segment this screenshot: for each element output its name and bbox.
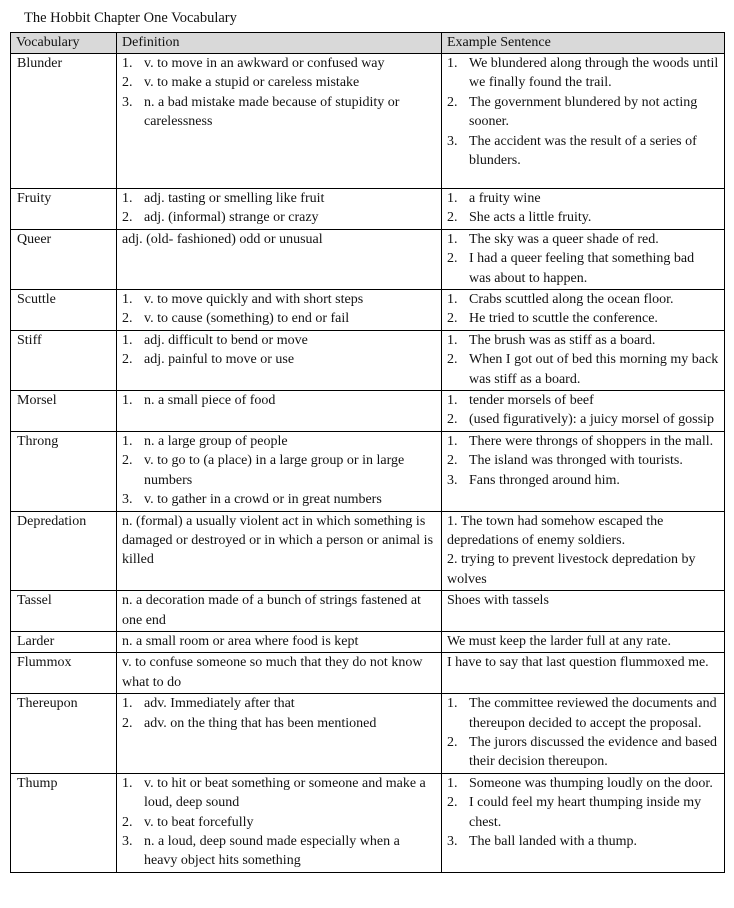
header-definition: Definition — [117, 33, 442, 54]
example-item: 1. Crabs scuttled along the ocean floor. — [447, 292, 674, 308]
vocab-word: Tassel — [11, 591, 117, 632]
definition-cell — [117, 290, 442, 331]
example-item: 2. She acts a little fruity. — [447, 210, 592, 226]
example-cell: I have to say that last question flummoxed me. — [442, 653, 725, 694]
definition-cell — [117, 431, 442, 511]
table-header-row — [11, 33, 725, 54]
table-row — [11, 54, 725, 189]
example-item: 3. Fans thronged around him. — [447, 472, 620, 488]
example-item: 1. a fruity wine — [447, 191, 541, 206]
definition-cell: n. (formal) a usually violent act in which something is damaged or destroyed or in which a person or animal is killed — [117, 511, 442, 591]
table-row — [11, 330, 725, 390]
table-row — [11, 694, 725, 774]
definition-cell — [117, 189, 442, 230]
table-row — [11, 431, 725, 511]
vocab-word: Thereupon — [11, 694, 117, 774]
example-cell — [442, 229, 725, 289]
example-item: 2. The island was thronged with tourists. — [447, 453, 683, 469]
example-item: 2. (used figuratively): a juicy morsel of gossip — [447, 412, 714, 428]
vocab-word: Stiff — [11, 330, 117, 390]
example-cell: Shoes with tassels — [442, 591, 725, 632]
example-cell — [442, 54, 725, 189]
table-row — [11, 511, 725, 591]
definition-cell: n. a decoration made of a bunch of strings fastened at one end — [117, 591, 442, 632]
definition-item: 2. adv. on the thing that has been mentioned — [122, 715, 377, 731]
vocab-word: Fruity — [11, 189, 117, 230]
example-item: 1. The brush was as stiff as a board. — [447, 332, 656, 348]
vocab-word: Morsel — [11, 391, 117, 432]
example-line: 2. trying to prevent livestock depredation by wolves — [447, 552, 696, 587]
example-item: 1. Someone was thumping loudly on the door. — [447, 775, 713, 791]
table-row — [11, 391, 725, 432]
definition-item: 1. v. to move quickly and with short steps — [122, 292, 364, 308]
example-cell — [442, 694, 725, 774]
definition-item: 3. v. to gather in a crowd or in great numbers — [122, 492, 382, 508]
example-item: 3. The ball landed with a thump. — [447, 834, 637, 849]
example-item: 2. I had a queer feeling that something bad was about to happen. — [447, 251, 695, 286]
document-title: The Hobbit Chapter One Vocabulary — [24, 10, 237, 26]
example-line: 1. The town had somehow escaped the depredations of enemy soldiers. — [447, 513, 664, 548]
definition-cell: v. to confuse someone so much that they do not know what to do — [117, 653, 442, 694]
vocab-word: Larder — [11, 631, 117, 652]
definition-cell: adj. (old- fashioned) odd or unusual — [117, 229, 442, 289]
example-cell — [442, 431, 725, 511]
table-row — [11, 773, 725, 872]
definition-item: 2. v. to go to (a place) in a large group or in large numbers — [122, 453, 405, 488]
vocab-word: Flummox — [11, 653, 117, 694]
vocab-word: Queer — [11, 229, 117, 289]
definition-item: 2. v. to beat forcefully — [122, 814, 254, 830]
table-row — [11, 290, 725, 331]
example-cell: We must keep the larder full at any rate. — [442, 631, 725, 652]
definition-item: 3. n. a bad mistake made because of stupidity or carelessness — [122, 94, 400, 130]
definition-item: 1. v. to move in an awkward or confused way — [122, 56, 385, 71]
table-row — [11, 591, 725, 632]
table-row — [11, 189, 725, 230]
vocabulary-table — [10, 32, 725, 873]
example-item: 2. He tried to scuttle the conference. — [447, 311, 658, 327]
example-cell — [442, 773, 725, 872]
table-row — [11, 653, 725, 694]
definition-item: 1. adj. tasting or smelling like fruit — [122, 191, 325, 206]
definition-item: 2. v. to make a stupid or careless mistake — [122, 75, 360, 91]
example-item: 3. The accident was the result of a series of blunders. — [447, 133, 697, 169]
definition-item: 1. n. a large group of people — [122, 433, 288, 449]
definition-item: 3. n. a loud, deep sound made especially when a heavy object hits something — [122, 834, 400, 869]
vocab-word: Scuttle — [11, 290, 117, 331]
example-item: 1. The committee reviewed the documents and thereupon decided to accept the proposal. — [447, 696, 717, 731]
definition-item: 2. v. to cause (something) to end or fail — [122, 311, 350, 327]
example-item: 2. The government blundered by not acting sooner. — [447, 94, 698, 130]
definition-cell — [117, 773, 442, 872]
example-cell — [442, 511, 725, 591]
definition-item: 2. adj. painful to move or use — [122, 352, 295, 368]
definition-item: 1. v. to hit or beat something or someone and make a loud, deep sound — [122, 775, 426, 811]
header-example-sentence: Example Sentence — [442, 33, 725, 54]
definition-item: 1. adj. difficult to bend or move — [122, 332, 308, 348]
definition-item: 2. adj. (informal) strange or crazy — [122, 210, 319, 226]
header-vocabulary: Vocabulary — [11, 33, 117, 54]
vocab-word: Thump — [11, 773, 117, 872]
example-item: 2. The jurors discussed the evidence and based their decision thereupon. — [447, 734, 718, 770]
example-item: 1. The sky was a queer shade of red. — [447, 231, 659, 247]
vocab-word: Depredation — [11, 511, 117, 591]
example-item: 1. We blundered along through the woods until we finally found the trail. — [447, 56, 719, 91]
definition-cell — [117, 54, 442, 189]
vocab-word: Throng — [11, 431, 117, 511]
definition-item: 1. n. a small piece of food — [122, 393, 276, 409]
definition-item: 1. adv. Immediately after that — [122, 696, 295, 712]
definition-cell — [117, 330, 442, 390]
definition-cell — [117, 391, 442, 432]
example-cell — [442, 391, 725, 432]
example-cell — [442, 290, 725, 331]
example-cell — [442, 189, 725, 230]
table-row — [11, 229, 725, 289]
definition-cell: n. a small room or area where food is kept — [117, 631, 442, 652]
table-row — [11, 631, 725, 652]
vocab-word: Blunder — [11, 54, 117, 189]
example-cell — [442, 330, 725, 390]
example-item: 1. There were throngs of shoppers in the mall. — [447, 433, 714, 449]
example-item: 2. When I got out of bed this morning my back was stiff as a board. — [447, 352, 719, 387]
example-item: 1. tender morsels of beef — [447, 393, 594, 409]
definition-cell — [117, 694, 442, 774]
example-item: 2. I could feel my heart thumping inside my chest. — [447, 795, 702, 830]
